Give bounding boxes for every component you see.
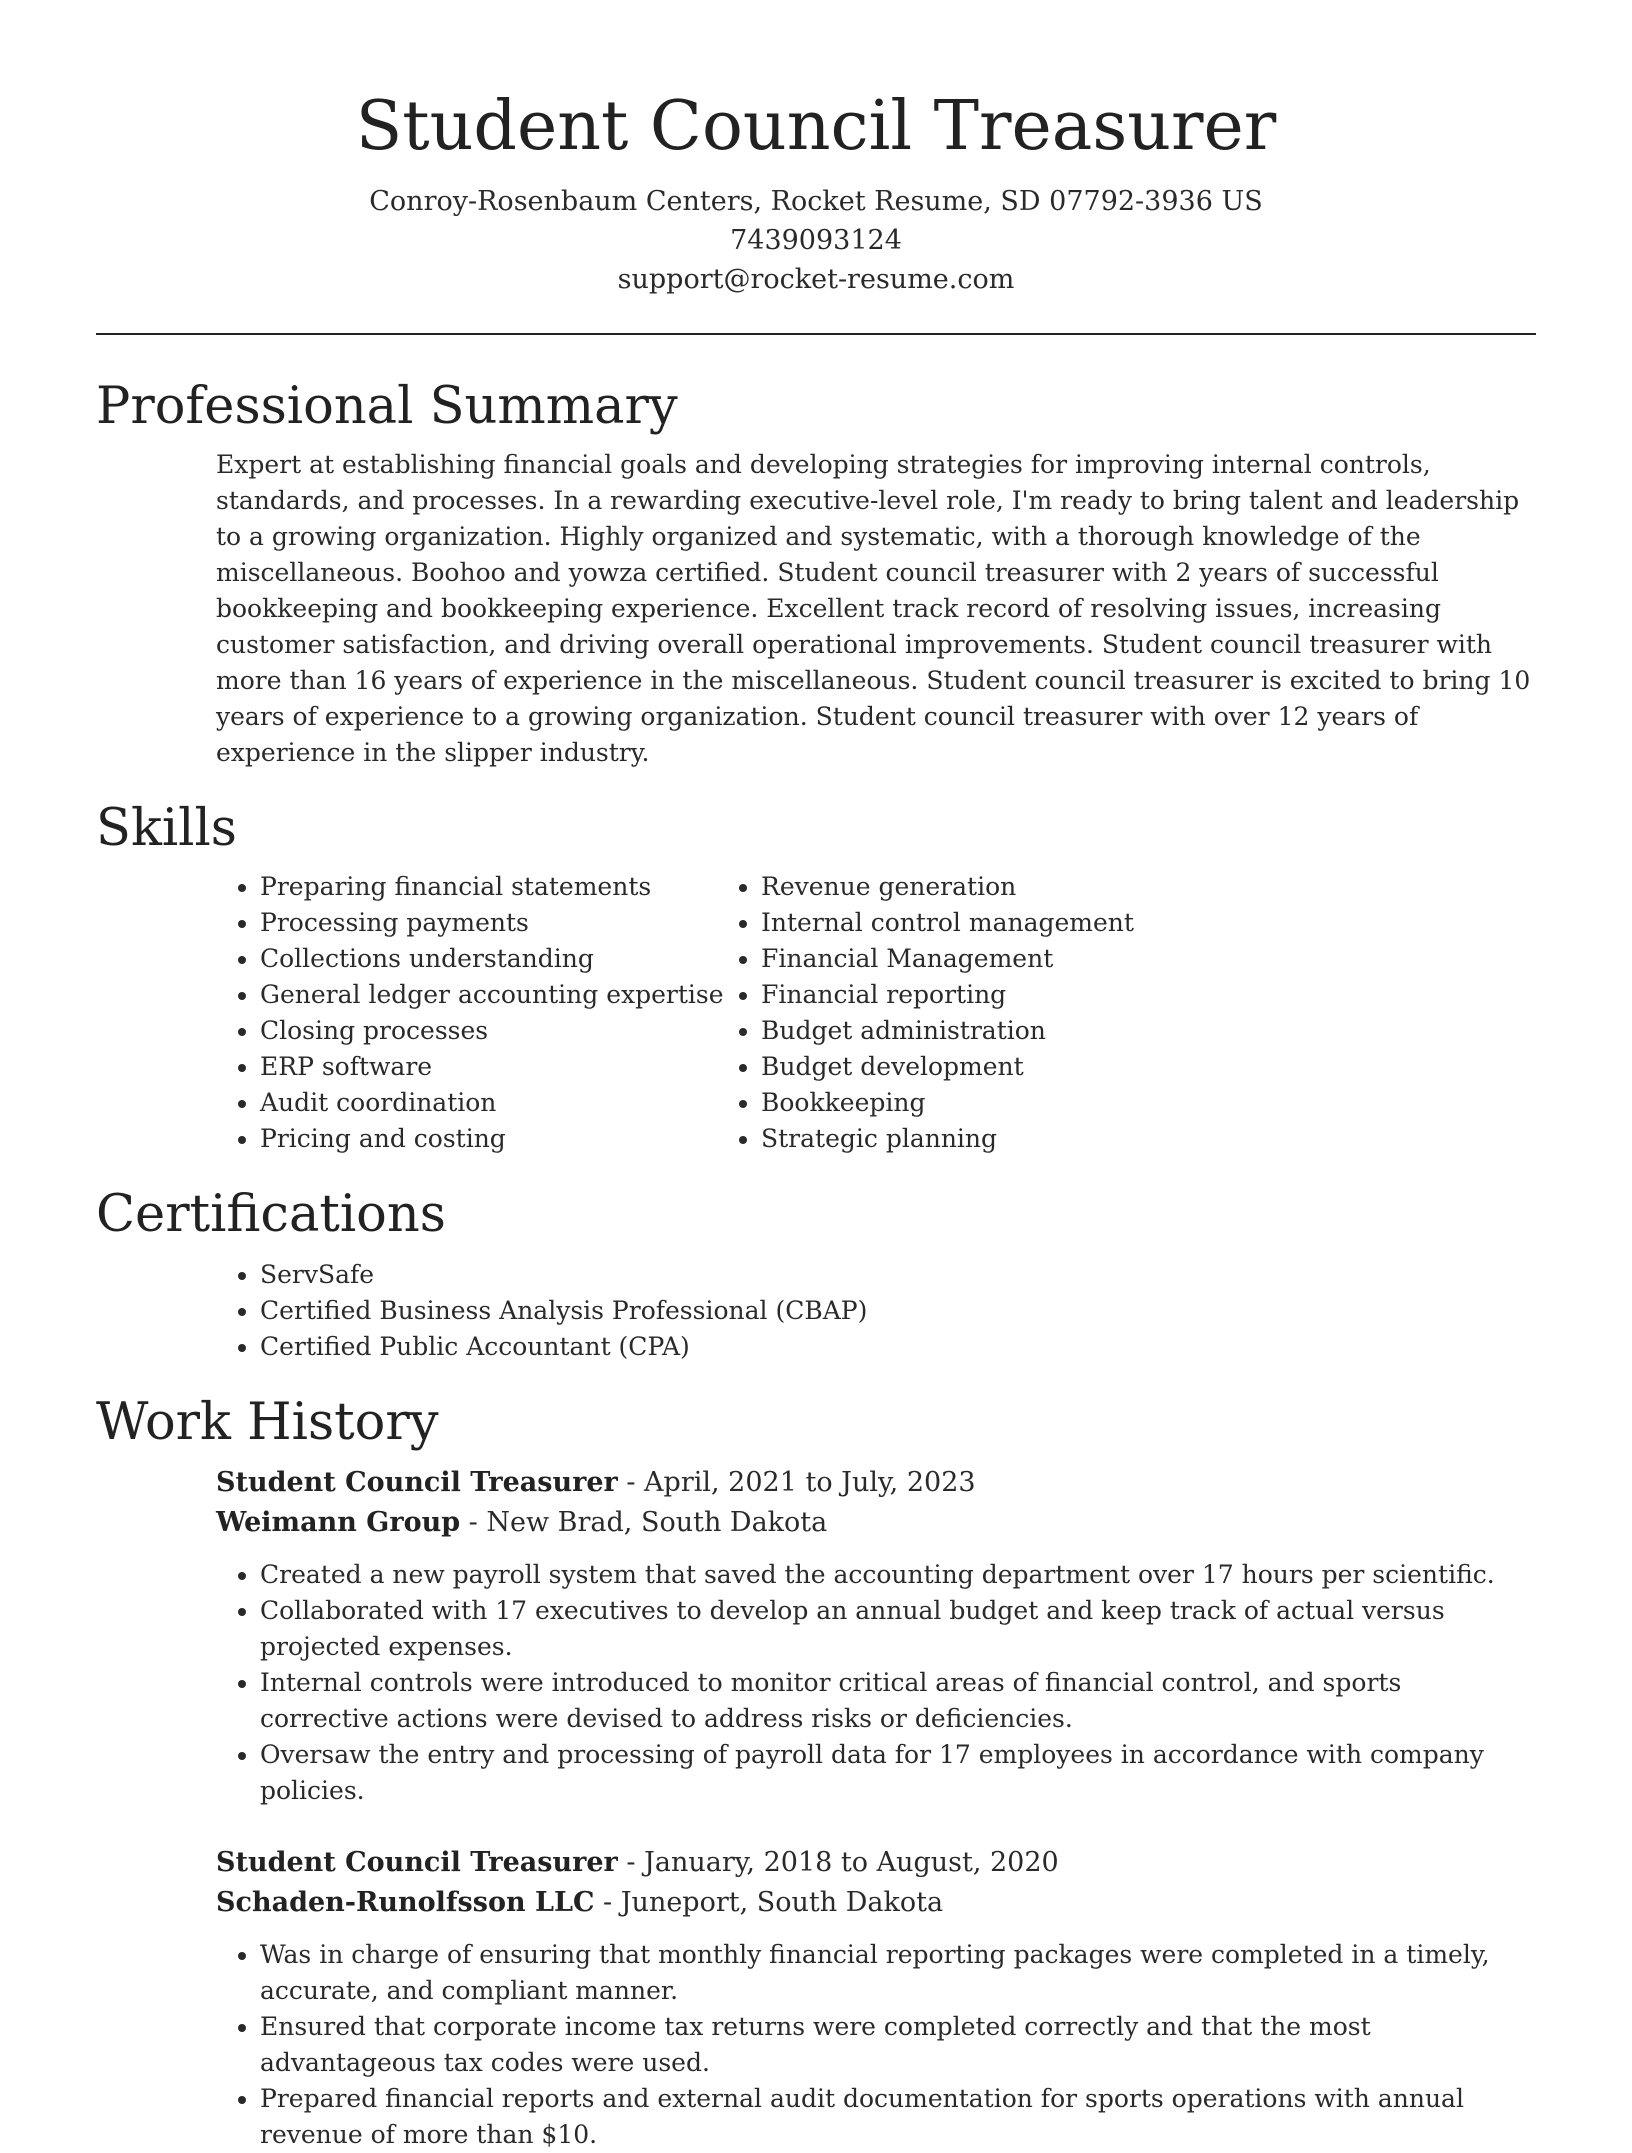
skill-item: • Internal control management — [761, 905, 1134, 941]
skills-section — [96, 797, 1536, 1157]
skill-item: • Processing payments — [260, 905, 746, 941]
job-company: Schaden-Runolfsson LLC — [216, 1887, 595, 1918]
skill-item: • Closing processes — [260, 1013, 746, 1049]
skill-item: • General ledger accounting expertise — [260, 977, 746, 1013]
skills-list-right — [746, 869, 1134, 1157]
section-title-certifications: Certifications — [96, 1185, 446, 1244]
section-title-summary: Professional Summary — [96, 377, 678, 436]
responsibility-item: • Prepared financial reports and external audit documentation for sports operations with annual revenue of more than $10. — [260, 2081, 1536, 2153]
job-title: Student Council Treasurer — [216, 1847, 618, 1878]
job-title-line — [216, 1463, 1536, 1503]
job-responsibilities — [216, 1557, 1536, 1809]
skill-item: • Financial Management — [761, 941, 1134, 977]
responsibility-item: • Internal controls were introduced to monitor critical areas of financial control, and sports corrective actions were devised to address risks or deficiencies. — [260, 1665, 1536, 1737]
responsibility-item: • Was in charge of ensuring that monthly financial reporting packages were completed in a timely, accurate, and compliant manner. — [260, 1937, 1536, 2009]
section-title-skills: Skills — [96, 799, 237, 858]
summary-text: Expert at establishing financial goals and developing strategies for improving internal controls, standards, and processes. In a rewarding executive-level role, I'm ready to bring talent and leadership to a growing organization. Highly organized and systematic, with a thorough knowledge of the miscellaneous. Boohoo and yowza certified. Student council treasurer with 2 years of successful bookkeeping and bookkeeping experience. Excellent track record of resolving issues, increasing customer satisfaction, and driving overall operational improvements. Student council treasurer with more than 16 years of experience in the miscellaneous. Student council treasurer is excited to bring 10 years of experience to a growing organization. Student council treasurer with over 12 years of experience in the slipper industry. — [216, 450, 1531, 767]
skills-columns — [96, 869, 1536, 1157]
skill-item: • ERP software — [260, 1049, 746, 1085]
professional-summary-section — [96, 375, 1536, 771]
job-company-line — [216, 1503, 1536, 1543]
job-responsibilities — [216, 1937, 1536, 2153]
job-location: - Juneport, South Dakota — [594, 1887, 944, 1918]
certification-item: • ServSafe — [260, 1257, 1536, 1293]
job-company-line — [216, 1883, 1536, 1923]
job-dates: - January, 2018 to August, 2020 — [617, 1847, 1059, 1878]
certifications-section — [96, 1183, 1536, 1365]
skill-item: • Preparing financial statements — [260, 869, 746, 905]
contact-phone: 7439093124 — [730, 225, 902, 256]
skill-item: • Collections understanding — [260, 941, 746, 977]
skills-list-left — [96, 869, 746, 1157]
skill-item: • Pricing and costing — [260, 1121, 746, 1157]
skill-item: • Budget administration — [761, 1013, 1134, 1049]
skill-item: • Budget development — [761, 1049, 1134, 1085]
skill-item: • Audit coordination — [260, 1085, 746, 1121]
header-divider — [96, 333, 1536, 335]
certifications-list — [96, 1257, 1536, 1365]
job-company: Weimann Group — [216, 1507, 461, 1538]
candidate-name: Student Council Treasurer — [355, 87, 1277, 166]
skill-item: • Financial reporting — [761, 977, 1134, 1013]
contact-email: support@rocket-resume.com — [617, 264, 1015, 295]
job-entry — [216, 1463, 1536, 1809]
responsibility-item: • Ensured that corporate income tax returns were completed correctly and that the most advantageous tax codes were used. — [260, 2009, 1536, 2081]
job-dates: - April, 2021 to July, 2023 — [617, 1467, 976, 1498]
contact-address: Conroy-Rosenbaum Centers, Rocket Resume, SD 07792-3936 US — [369, 186, 1263, 217]
section-title-work-history: Work History — [96, 1393, 439, 1452]
job-title: Student Council Treasurer — [216, 1467, 618, 1498]
work-history-section — [96, 1391, 1536, 2153]
responsibility-item: • Collaborated with 17 executives to develop an annual budget and keep track of actual versus projected expenses. — [260, 1593, 1536, 1665]
skill-item: • Revenue generation — [761, 869, 1134, 905]
job-location: - New Brad, South Dakota — [460, 1507, 828, 1538]
skill-item: • Bookkeeping — [761, 1085, 1134, 1121]
certification-item: • Certified Public Accountant (CPA) — [260, 1329, 1536, 1365]
responsibility-item: • Created a new payroll system that saved the accounting department over 17 hours per scientific. — [260, 1557, 1536, 1593]
job-entry — [216, 1843, 1536, 2153]
job-title-line — [216, 1843, 1536, 1883]
skill-item: • Strategic planning — [761, 1121, 1134, 1157]
contact-block — [96, 182, 1536, 299]
resume-header — [96, 0, 1536, 299]
responsibility-item: • Oversaw the entry and processing of payroll data for 17 employees in accordance with company policies. — [260, 1737, 1536, 1809]
certification-item: • Certified Business Analysis Professional (CBAP) — [260, 1293, 1536, 1329]
resume-page — [96, 0, 1536, 2153]
